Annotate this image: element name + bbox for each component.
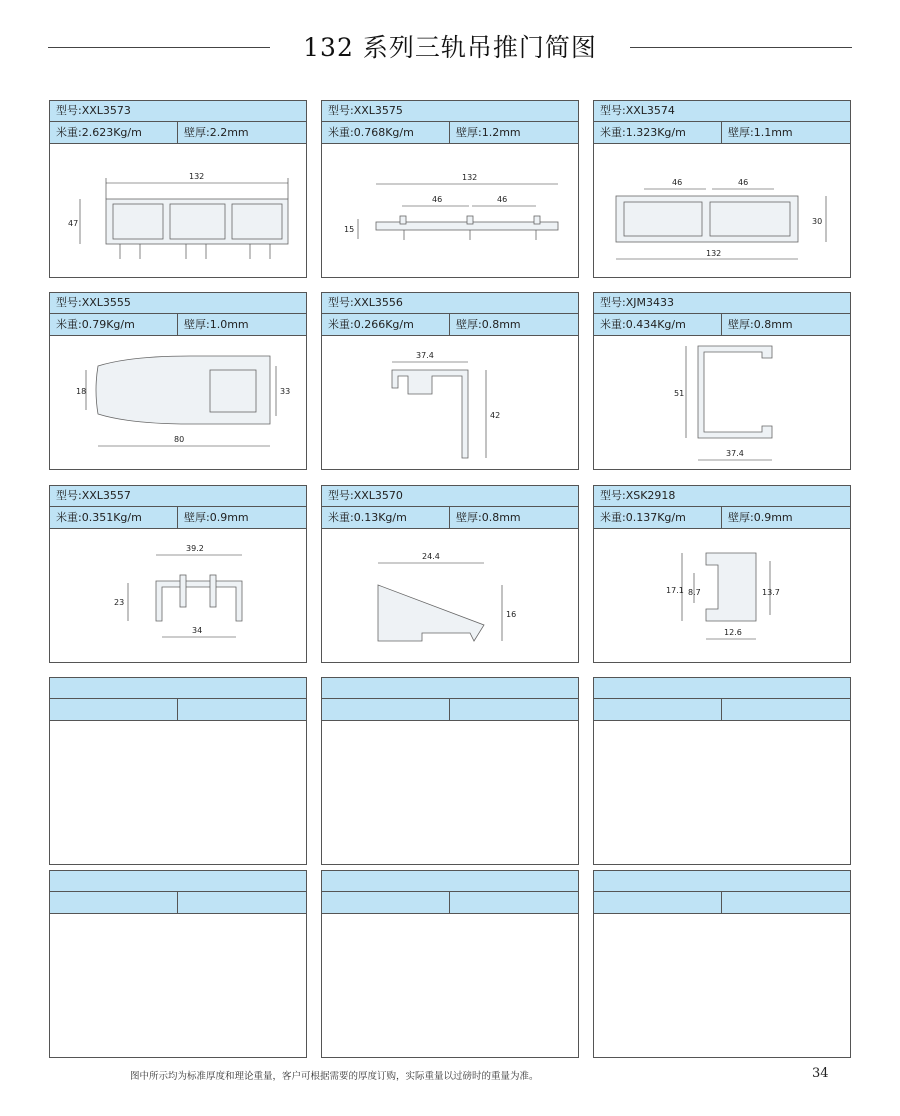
dim-label: 37.4: [416, 351, 434, 360]
title-rule-right: [630, 47, 852, 48]
weight-label: 米重:0.351Kg/m: [50, 507, 178, 528]
dim-label: 42: [490, 411, 501, 420]
weight-label: 米重:0.79Kg/m: [50, 314, 178, 335]
profile-card-xxl3575: [321, 100, 579, 278]
wall-thickness-label: 壁厚:0.9mm: [728, 511, 793, 524]
spec-row: [594, 892, 850, 914]
empty-card: [593, 870, 851, 1058]
model-label: [594, 871, 850, 892]
dim-label: 17.1: [666, 586, 684, 595]
profile-drawing: [50, 144, 306, 277]
weight-label: 米重:0.13Kg/m: [322, 507, 450, 528]
spec-row: [322, 699, 578, 721]
wall-thickness-label: 壁厚:0.9mm: [184, 511, 249, 524]
model-label: 型号:XSK2918: [594, 486, 850, 507]
spec-row: [50, 699, 306, 721]
model-label: 型号:XXL3574: [594, 101, 850, 122]
profile-card-xjm3433: [593, 292, 851, 470]
dim-label: 47: [68, 219, 79, 228]
model-label: 型号:XJM3433: [594, 293, 850, 314]
model-label: 型号:XXL3573: [50, 101, 306, 122]
dim-label: 51: [674, 389, 685, 398]
model-label: [322, 871, 578, 892]
profile-drawing: [322, 529, 578, 662]
wall-thickness-label: 壁厚:2.2mm: [184, 126, 249, 139]
wall-thickness-label: 壁厚:0.8mm: [456, 511, 521, 524]
weight-label: [322, 892, 450, 913]
weight-label: [322, 699, 450, 720]
model-label: [594, 678, 850, 699]
weight-label: 米重:0.768Kg/m: [322, 122, 450, 143]
empty-card: [321, 677, 579, 865]
dim-label: 46: [497, 195, 508, 204]
spec-row: [322, 122, 578, 144]
profile-card-xsk2918: [593, 485, 851, 663]
wall-thickness-label: [178, 892, 308, 913]
profile-drawing: [322, 144, 578, 277]
spec-row: [594, 699, 850, 721]
spec-row: [50, 507, 306, 529]
dim-label: 34: [192, 626, 203, 635]
spec-row: [322, 507, 578, 529]
wall-thickness-label: 壁厚:1.0mm: [184, 318, 249, 331]
weight-label: 米重:0.137Kg/m: [594, 507, 722, 528]
dim-label: 132: [706, 249, 722, 258]
profile-card-xxl3557: [49, 485, 307, 663]
profile-card-xxl3555: [49, 292, 307, 470]
wall-thickness-label: [450, 892, 580, 913]
dim-label: 15: [344, 225, 355, 234]
model-label: 型号:XXL3556: [322, 293, 578, 314]
model-label: [50, 678, 306, 699]
empty-card: [49, 870, 307, 1058]
weight-label: [50, 699, 178, 720]
dim-label: 33: [280, 387, 291, 396]
page-title: 132 系列三轨吊推门简图: [303, 33, 597, 62]
dim-label: 12.6: [724, 628, 742, 637]
dim-label: 132: [189, 172, 205, 181]
dim-label: 23: [114, 598, 125, 607]
wall-thickness-label: [178, 699, 308, 720]
wall-thickness-label: [722, 892, 852, 913]
model-label: 型号:XXL3555: [50, 293, 306, 314]
wall-thickness-label: 壁厚:1.2mm: [456, 126, 521, 139]
page-number: 34: [812, 1066, 829, 1081]
profile-card-xxl3574: [593, 100, 851, 278]
spec-row: [594, 314, 850, 336]
dim-label: 24.4: [422, 552, 440, 561]
spec-row: [50, 122, 306, 144]
profile-drawing: [50, 529, 306, 662]
model-label: 型号:XXL3570: [322, 486, 578, 507]
empty-card: [593, 677, 851, 865]
weight-label: 米重:2.623Kg/m: [50, 122, 178, 143]
wall-thickness-label: [722, 699, 852, 720]
profile-card-xxl3573: [49, 100, 307, 278]
page-header: [0, 20, 900, 70]
model-label: [50, 871, 306, 892]
spec-row: [50, 314, 306, 336]
model-label: 型号:XXL3557: [50, 486, 306, 507]
profile-card-xxl3570: [321, 485, 579, 663]
weight-label: 米重:1.323Kg/m: [594, 122, 722, 143]
wall-thickness-label: 壁厚:1.1mm: [728, 126, 793, 139]
dim-label: 30: [812, 217, 823, 226]
weight-label: [594, 892, 722, 913]
dim-label: 132: [462, 173, 478, 182]
title-rule-left: [48, 47, 270, 48]
dim-label: 39.2: [186, 544, 204, 553]
spec-row: [322, 892, 578, 914]
wall-thickness-label: [450, 699, 580, 720]
spec-row: [50, 892, 306, 914]
profile-drawing: [322, 336, 578, 469]
dim-label: 16: [506, 610, 517, 619]
profile-drawing: [594, 529, 850, 662]
dim-label: 46: [672, 178, 683, 187]
weight-label: 米重:0.434Kg/m: [594, 314, 722, 335]
dim-label: 46: [432, 195, 443, 204]
wall-thickness-label: 壁厚:0.8mm: [728, 318, 793, 331]
profile-drawing: [594, 144, 850, 277]
dim-label: 13.7: [762, 588, 780, 597]
spec-row: [594, 507, 850, 529]
footer-note: 图中所示均为标准厚度和理论重量，客户可根据需要的厚度订购，实际重量以过磅时的重量为准。: [130, 1071, 539, 1082]
profile-drawing: [594, 336, 850, 469]
dim-label: 18: [76, 387, 87, 396]
empty-card: [49, 677, 307, 865]
spec-row: [322, 314, 578, 336]
profile-card-xxl3556: [321, 292, 579, 470]
weight-label: 米重:0.266Kg/m: [322, 314, 450, 335]
spec-row: [594, 122, 850, 144]
wall-thickness-label: 壁厚:0.8mm: [456, 318, 521, 331]
profile-drawing: [50, 336, 306, 469]
model-label: 型号:XXL3575: [322, 101, 578, 122]
dim-label: 46: [738, 178, 749, 187]
weight-label: [50, 892, 178, 913]
dim-label: 80: [174, 435, 185, 444]
empty-card: [321, 870, 579, 1058]
dim-label: 8.7: [688, 588, 701, 597]
dim-label: 37.4: [726, 449, 744, 458]
weight-label: [594, 699, 722, 720]
model-label: [322, 678, 578, 699]
